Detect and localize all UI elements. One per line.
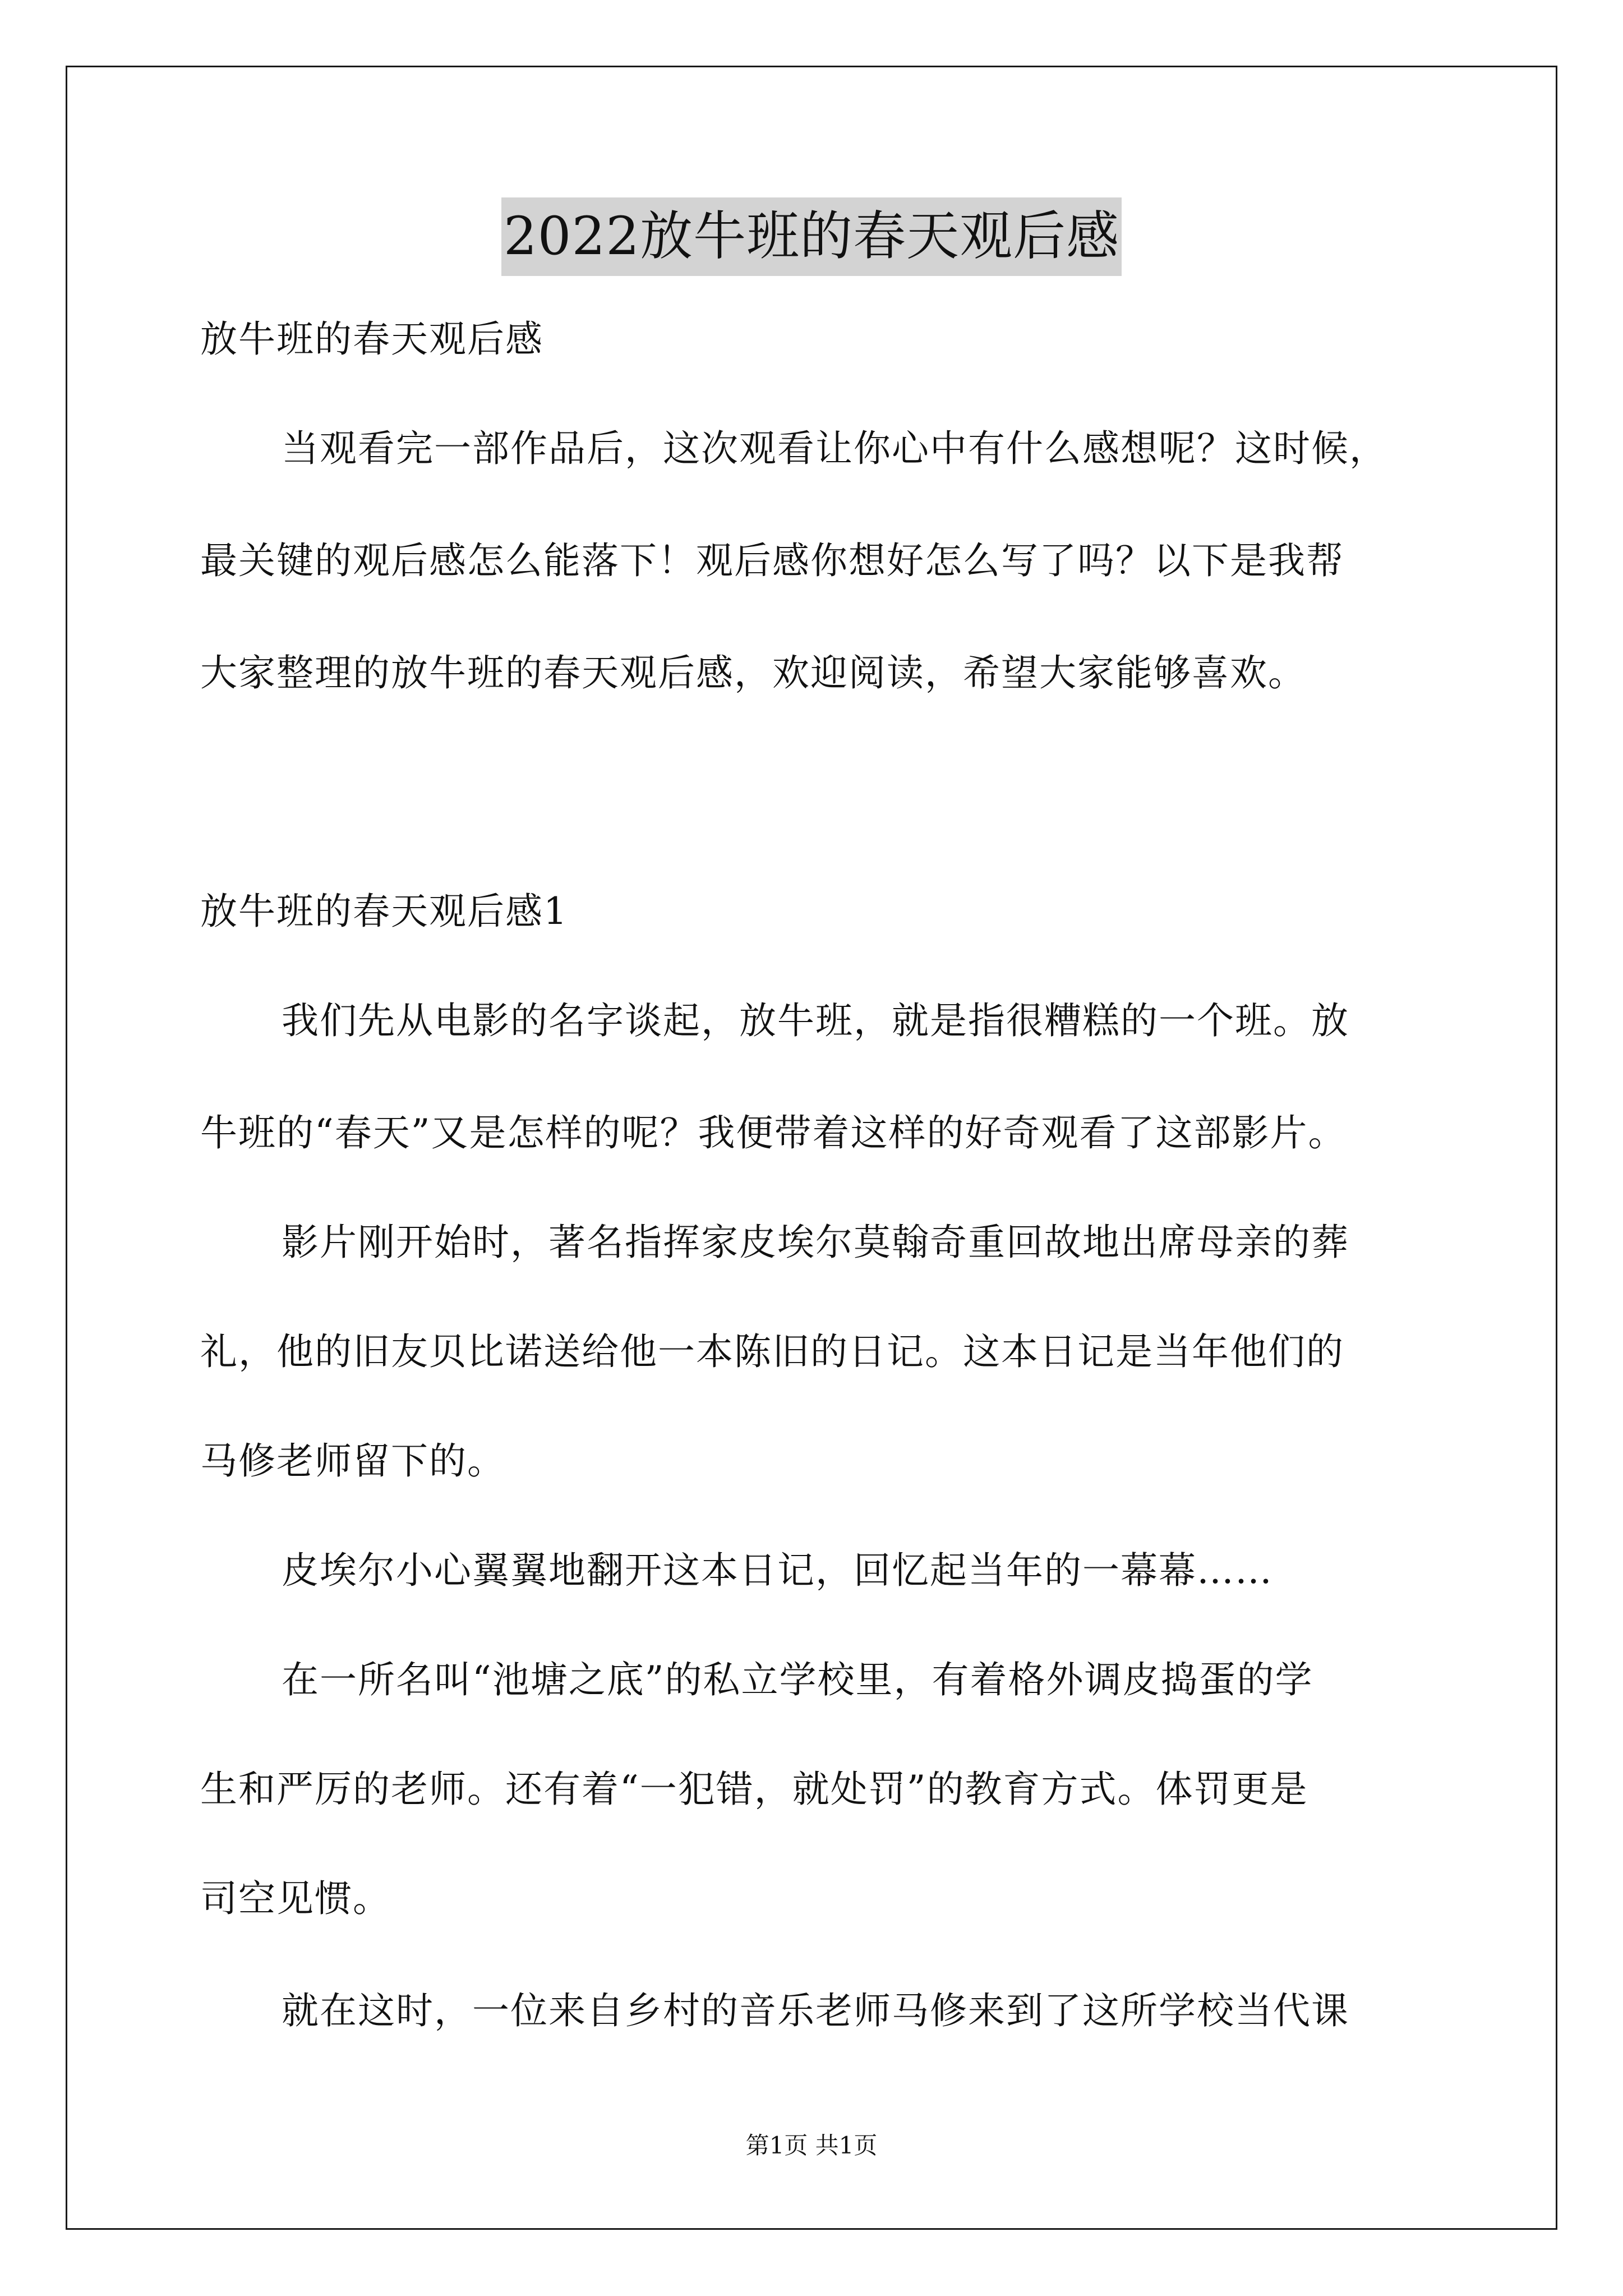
intro-line: 当观看完一部作品后，这次观看让你心中有什么感想呢？这时候，	[282, 427, 1387, 470]
section-heading: 放牛班的春天观后感1	[200, 890, 568, 933]
body-line: 就在这时，一位来自乡村的音乐老师马修来到了这所学校当代课	[282, 1989, 1349, 2032]
body-line: 生和严厉的老师。还有着“一犯错，就处罚”的教育方式。体罚更是	[200, 1768, 1308, 1811]
subtitle: 放牛班的春天观后感	[200, 318, 543, 361]
intro-line: 大家整理的放牛班的春天观后感，欢迎阅读，希望大家能够喜欢。	[200, 651, 1306, 694]
body-line: 礼，他的旧友贝比诺送给他一本陈旧的日记。这本日记是当年他们的	[200, 1330, 1344, 1373]
page-number: 第1页 共1页	[745, 2132, 878, 2159]
body-line: 牛班的“春天”又是怎样的呢？我便带着这样的好奇观看了这部影片。	[200, 1111, 1347, 1154]
body-line: 在一所名叫“池塘之底”的私立学校里，有着格外调皮捣蛋的学	[282, 1658, 1313, 1701]
intro-line: 最关键的观后感怎么能落下！观后感你想好怎么写了吗？以下是我帮	[200, 539, 1344, 582]
body-line: 皮埃尔小心翼翼地翻开这本日记，回忆起当年的一幕幕……	[282, 1549, 1273, 1592]
document-title: 2022放牛班的春天观后感	[501, 197, 1122, 276]
body-line: 我们先从电影的名字谈起，放牛班，就是指很糟糕的一个班。放	[282, 999, 1349, 1042]
title-container	[0, 197, 1623, 276]
body-line: 马修老师留下的。	[200, 1439, 505, 1483]
body-line: 司空见惯。	[200, 1877, 391, 1920]
body-line: 影片刚开始时，著名指挥家皮埃尔莫翰奇重回故地出席母亲的葬	[282, 1221, 1349, 1264]
